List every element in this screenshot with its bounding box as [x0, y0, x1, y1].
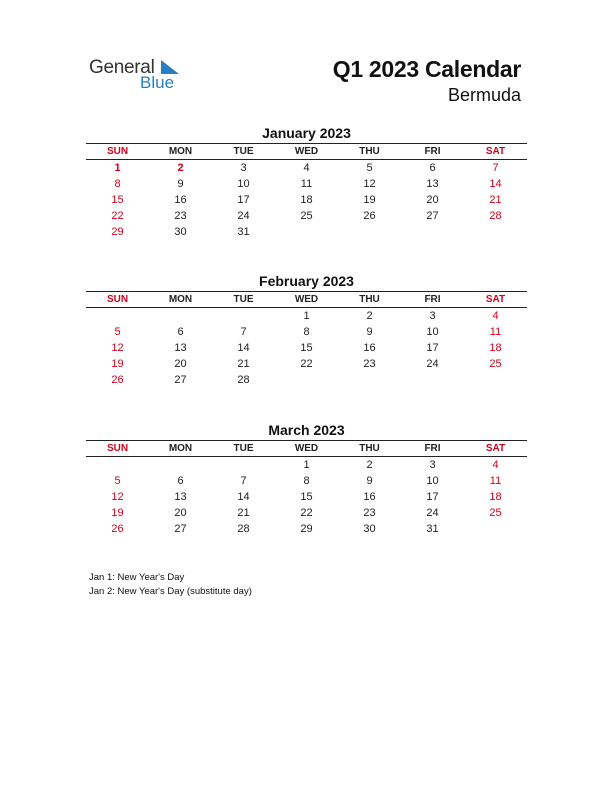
weekday-header: SUN — [106, 443, 129, 454]
day-cell: 26 — [363, 210, 376, 222]
weekday-header: SUN — [106, 146, 129, 157]
weekday-header: SUN — [106, 294, 129, 305]
weekday-header: MON — [168, 443, 193, 454]
weekday-header: THU — [359, 294, 380, 305]
logo-triangle-icon — [161, 60, 179, 74]
day-cell: 5 — [114, 475, 121, 487]
week-row — [86, 521, 527, 537]
week-row — [86, 192, 527, 208]
day-cell: 21 — [237, 358, 250, 370]
day-cell: 26 — [111, 523, 124, 535]
day-cell: 19 — [363, 194, 376, 206]
weekday-header-row — [86, 143, 527, 160]
logo-text-general: General — [89, 57, 155, 78]
page-subtitle: Bermuda — [447, 85, 521, 105]
day-cell: 11 — [489, 475, 502, 487]
logo-text-blue: Blue — [140, 73, 175, 92]
weekday-header-row — [86, 291, 527, 308]
week-row — [86, 176, 527, 192]
day-cell: 8 — [303, 475, 310, 487]
day-cell — [86, 457, 149, 473]
day-cell: 26 — [111, 374, 124, 386]
weekday-header: SAT — [485, 443, 506, 454]
day-cell: 20 — [174, 358, 187, 370]
day-cell: 28 — [489, 210, 502, 222]
day-cell: 31 — [426, 523, 439, 535]
month-block — [86, 272, 527, 388]
weekday-header: TUE — [233, 443, 254, 454]
day-cell: 19 — [111, 358, 124, 370]
day-cell: 1 — [114, 162, 121, 174]
weekday-header: MON — [168, 294, 193, 305]
week-row — [86, 208, 527, 224]
day-cell: 5 — [366, 162, 373, 174]
day-cell: 27 — [426, 210, 439, 222]
day-cell: 30 — [363, 523, 376, 535]
day-cell: 16 — [363, 491, 376, 503]
month-name: March 2023 — [268, 422, 345, 438]
day-cell: 23 — [363, 358, 376, 370]
day-cell — [149, 308, 212, 324]
day-cell: 12 — [363, 178, 376, 190]
day-cell — [149, 457, 212, 473]
day-cell: 4 — [492, 310, 499, 322]
day-cell: 9 — [366, 326, 373, 338]
week-row — [86, 457, 527, 473]
day-cell: 8 — [114, 178, 121, 190]
day-cell — [338, 372, 401, 388]
day-cell: 18 — [300, 194, 313, 206]
day-cell: 21 — [237, 507, 250, 519]
day-cell: 1 — [303, 310, 310, 322]
week-row — [86, 324, 527, 340]
holiday-note: Jan 1: New Year's Day — [89, 572, 185, 583]
week-row — [86, 356, 527, 372]
day-cell — [275, 224, 338, 240]
day-cell: 20 — [174, 507, 187, 519]
day-cell — [401, 224, 464, 240]
week-row — [86, 308, 527, 324]
day-cell: 2 — [177, 162, 184, 174]
day-cell: 16 — [363, 342, 376, 354]
month-name: January 2023 — [262, 125, 351, 141]
day-cell: 29 — [111, 226, 124, 238]
day-cell — [212, 308, 275, 324]
day-cell: 13 — [426, 178, 439, 190]
day-cell: 24 — [426, 507, 439, 519]
day-cell: 19 — [111, 507, 124, 519]
day-cell — [401, 372, 464, 388]
day-cell: 30 — [174, 226, 187, 238]
weekday-header: SAT — [485, 146, 506, 157]
week-row — [86, 340, 527, 356]
weekday-header: WED — [294, 294, 319, 305]
day-cell: 7 — [240, 475, 247, 487]
day-cell: 14 — [489, 178, 502, 190]
day-cell: 14 — [237, 491, 250, 503]
day-cell: 31 — [237, 226, 250, 238]
day-cell — [464, 372, 527, 388]
day-cell: 25 — [489, 507, 502, 519]
day-cell: 11 — [489, 326, 502, 338]
day-cell: 12 — [111, 491, 124, 503]
weekday-header: THU — [359, 443, 380, 454]
weekday-header: TUE — [233, 146, 254, 157]
day-cell: 18 — [489, 342, 502, 354]
day-cell: 17 — [426, 342, 439, 354]
holiday-notes — [89, 571, 252, 599]
day-cell: 22 — [111, 210, 124, 222]
day-cell: 13 — [174, 491, 187, 503]
week-row — [86, 224, 527, 240]
day-cell: 28 — [237, 374, 250, 386]
weekday-header: FRI — [424, 146, 441, 157]
page-title: Q1 2023 Calendar — [332, 56, 521, 82]
day-cell: 16 — [174, 194, 187, 206]
weekday-header: WED — [294, 146, 319, 157]
day-cell: 8 — [303, 326, 310, 338]
day-cell: 2 — [366, 459, 373, 471]
day-cell: 7 — [240, 326, 247, 338]
weekday-header: FRI — [424, 294, 441, 305]
month-name: February 2023 — [259, 273, 354, 289]
day-cell: 24 — [237, 210, 250, 222]
day-cell: 24 — [426, 358, 439, 370]
day-cell: 7 — [492, 162, 499, 174]
day-cell: 3 — [429, 459, 436, 471]
day-cell: 9 — [177, 178, 184, 190]
weekday-header: MON — [168, 146, 193, 157]
day-cell: 10 — [426, 475, 439, 487]
day-cell — [338, 224, 401, 240]
week-row — [86, 160, 527, 176]
day-cell: 13 — [174, 342, 187, 354]
day-cell: 27 — [174, 374, 187, 386]
week-row — [86, 489, 527, 505]
day-cell: 15 — [300, 491, 313, 503]
day-cell: 4 — [303, 162, 310, 174]
day-cell: 6 — [177, 475, 184, 487]
day-cell: 27 — [174, 523, 187, 535]
weekday-header: TUE — [233, 294, 254, 305]
day-cell: 23 — [363, 507, 376, 519]
week-row — [86, 372, 527, 388]
week-row — [86, 473, 527, 489]
general-blue-logo — [89, 57, 189, 93]
day-cell: 20 — [426, 194, 439, 206]
weekday-header-row — [86, 440, 527, 457]
day-cell: 22 — [300, 358, 313, 370]
day-cell: 6 — [429, 162, 436, 174]
day-cell: 17 — [426, 491, 439, 503]
weekday-header: WED — [294, 443, 319, 454]
weekday-header: THU — [359, 146, 380, 157]
day-cell: 22 — [300, 507, 313, 519]
day-cell: 3 — [240, 162, 247, 174]
day-cell: 1 — [303, 459, 310, 471]
day-cell: 14 — [237, 342, 250, 354]
day-cell: 10 — [426, 326, 439, 338]
weekday-header: FRI — [424, 443, 441, 454]
day-cell: 29 — [300, 523, 313, 535]
day-cell: 15 — [111, 194, 124, 206]
day-cell: 3 — [429, 310, 436, 322]
day-cell: 23 — [174, 210, 187, 222]
day-cell: 28 — [237, 523, 250, 535]
day-cell: 15 — [300, 342, 313, 354]
day-cell: 25 — [489, 358, 502, 370]
day-cell: 11 — [300, 178, 313, 190]
week-row — [86, 505, 527, 521]
day-cell: 17 — [237, 194, 250, 206]
weekday-header: SAT — [485, 294, 506, 305]
day-cell — [464, 224, 527, 240]
day-cell — [464, 521, 527, 537]
month-block — [86, 124, 527, 240]
day-cell: 5 — [114, 326, 121, 338]
day-cell: 6 — [177, 326, 184, 338]
day-cell: 21 — [489, 194, 502, 206]
day-cell: 10 — [237, 178, 250, 190]
day-cell — [86, 308, 149, 324]
day-cell: 4 — [492, 459, 499, 471]
month-block — [86, 421, 527, 537]
day-cell: 9 — [366, 475, 373, 487]
day-cell: 12 — [111, 342, 124, 354]
day-cell: 2 — [366, 310, 373, 322]
holiday-note: Jan 2: New Year's Day (substitute day) — [89, 586, 252, 597]
day-cell: 25 — [300, 210, 313, 222]
day-cell — [212, 457, 275, 473]
day-cell — [275, 372, 338, 388]
day-cell: 18 — [489, 491, 502, 503]
